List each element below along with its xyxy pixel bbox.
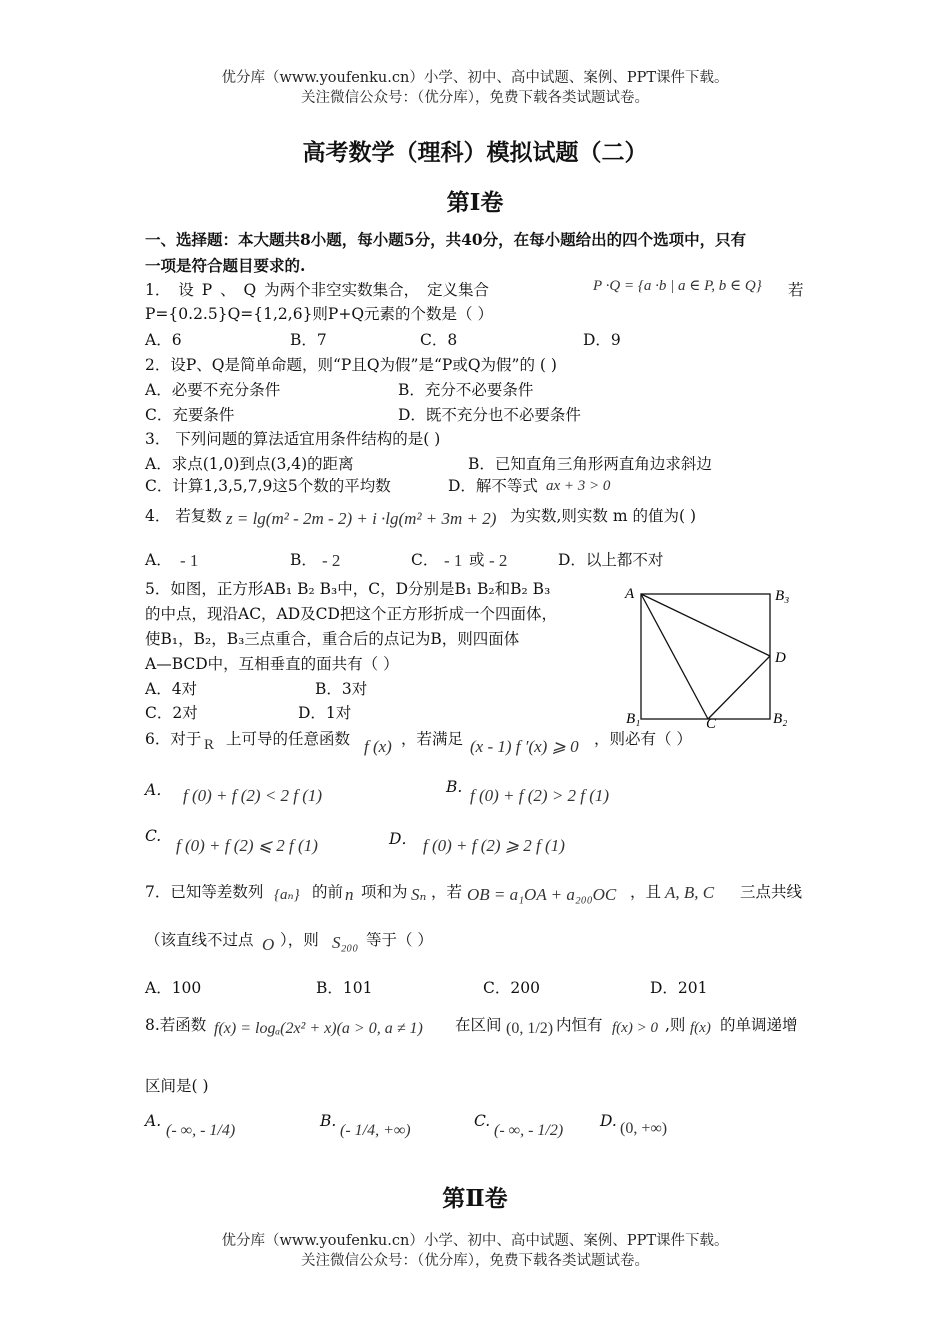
q3-option-d: D．解不等式 xyxy=(448,477,538,495)
q6-part-3: ，若满足 xyxy=(401,730,464,748)
q5-line-2: 的中点，现沿AC，AD及CD把这个正方形折成一个四面体， xyxy=(145,605,557,623)
q7-s200: S₂₀₀ xyxy=(332,933,359,952)
q5-line-3: 使B₁，B₂，B₃三点重合，重合后的点记为B，则四面体 xyxy=(145,630,520,648)
fig-label-a: A xyxy=(625,586,635,602)
q8-option-d: (0, +∞) xyxy=(620,1120,668,1137)
q6-label-a: A． xyxy=(145,781,172,799)
q8-part-5: 的单调递增 xyxy=(720,1016,798,1034)
q1-line-1-tail: 若 xyxy=(788,281,804,299)
section-1-line-2: 一项是符合题目要求的. xyxy=(145,256,306,275)
q3-option-c: C．计算1,3,5,7,9这5个数的平均数 xyxy=(145,477,391,495)
fold-line-cd xyxy=(708,656,770,719)
q6-real-set: R xyxy=(204,737,215,753)
q4-value-c-or: 或 xyxy=(469,551,485,569)
q2-option-a: A．必要不充分条件 xyxy=(145,381,281,399)
q3-option-b: B．已知直角三角形两直角边求斜边 xyxy=(468,455,712,473)
q7-option-d: D．201 xyxy=(650,979,708,997)
q2-option-c: C．充要条件 xyxy=(145,406,235,424)
q1-option-b: B．7 xyxy=(290,331,327,349)
q8-label-d: D. xyxy=(600,1112,617,1130)
q4-label-b: B． xyxy=(290,551,317,569)
q8-line-2: 区间是( ) xyxy=(145,1077,209,1095)
fig-label-b2: B₂ xyxy=(773,711,788,727)
q4-prefix: 4． 若复数 xyxy=(145,507,222,525)
q7-option-c: C．200 xyxy=(483,979,540,997)
q8-option-b: (- 1/4, +∞) xyxy=(340,1122,411,1139)
fig-label-c: C xyxy=(706,716,717,730)
header-line-1: 优分库（www.youfenku.cn）小学、初中、高中试题、案例、PPT课件下载。 xyxy=(221,70,729,86)
q7-part-6: 三点共线 xyxy=(740,883,803,901)
q7-line-2-b: ），则 xyxy=(280,931,319,949)
q2-option-d: D．既不充分也不必要条件 xyxy=(398,406,581,424)
q4-suffix: 为实数,则实数 m 的值为( ) xyxy=(510,507,697,525)
q4-label-a: A． xyxy=(145,551,172,569)
q8-function-def: f(x) = logₐ(2x² + x)(a > 0, a ≠ 1) xyxy=(214,1020,423,1037)
q1-line-1: 1． 设 P 、 Q 为两个非空实数集合， 定义集合 xyxy=(145,281,490,299)
q5-option-d: D．1对 xyxy=(298,704,352,722)
q4-option-d: D．以上都不对 xyxy=(558,551,664,569)
q6-label-c: C. xyxy=(145,827,162,845)
q4-label-c: C． xyxy=(411,551,439,569)
q6-part-2: 上可导的任意函数 xyxy=(226,730,351,748)
q7-part-4: ，若 xyxy=(431,883,463,901)
q7-origin-o: O xyxy=(262,935,275,954)
q6-option-b: f (0) + f (2) > 2 f (1) xyxy=(470,786,610,805)
q6-label-d: D． xyxy=(389,830,417,848)
q8-condition: f(x) > 0 xyxy=(612,1020,658,1036)
q8-part-1: 8.若函数 xyxy=(145,1016,207,1034)
q8-part-2: 在区间 xyxy=(455,1016,502,1034)
q4-complex-formula: z = lg(m² - 2m - 2) + i ·lg(m² + 3m + 2) xyxy=(226,509,497,528)
q6-label-b: B. xyxy=(446,778,463,796)
q6-condition: (x - 1) f ′(x) ⩾ 0 xyxy=(470,737,579,756)
q8-option-a: (- ∞, - 1/4) xyxy=(166,1122,236,1139)
q7-vector-eq: OB = a₁OA + a₂₀₀OC xyxy=(467,885,617,904)
q4-value-c2: - 2 xyxy=(489,551,508,570)
q1-line-2: P={0.2.5}Q={1,2,6}则P+Q元素的个数是（ ） xyxy=(145,305,493,323)
q6-part-4: ，则必有（ ） xyxy=(594,730,692,748)
q8-label-b: B. xyxy=(320,1112,337,1130)
q8-label-a: A. xyxy=(145,1112,162,1130)
q1-set-formula: P ·Q = {a ·b | a ∈ P, b ∈ Q} xyxy=(593,278,762,294)
q8-part-4: ,则 xyxy=(665,1016,686,1034)
q8-option-c: (- ∞, - 1/2) xyxy=(494,1122,564,1139)
q7-line-2-a: （该直线不过点 xyxy=(145,931,254,949)
footer-line-2: 关注微信公众号：（优分库），免费下载各类试题试卷。 xyxy=(301,1253,649,1269)
q7-part-3: 项和为 xyxy=(361,883,408,901)
q7-sequence: {aₙ} xyxy=(274,887,300,903)
q2-option-b: B．充分不必要条件 xyxy=(398,381,534,399)
fig-label-d: D xyxy=(775,650,786,666)
q6-part-1: 6．对于 xyxy=(145,730,202,748)
q7-part-1: 7．已知等差数列 xyxy=(145,883,264,901)
q3-option-a: A．求点(1,0)到点(3,4)的距离 xyxy=(145,455,354,473)
square-outline xyxy=(641,594,770,719)
fold-line-ac xyxy=(641,594,708,719)
q1-option-a: A．6 xyxy=(145,331,182,349)
q7-points: A, B, C xyxy=(665,883,715,902)
q8-fx: f(x) xyxy=(690,1020,711,1036)
q4-value-b: - 2 xyxy=(322,551,341,570)
header-line-2: 关注微信公众号：（优分库），免费下载各类试题试卷。 xyxy=(301,90,649,106)
q8-part-3: 内恒有 xyxy=(556,1016,603,1034)
q6-option-a: f (0) + f (2) < 2 f (1) xyxy=(183,786,323,805)
q3-option-d-formula: ax + 3 > 0 xyxy=(546,478,611,494)
q7-sn: Sₙ xyxy=(411,885,427,904)
q7-n: n xyxy=(345,885,354,904)
q2-stem: 2．设P、Q是简单命题，则“P且Q为假”是“P或Q为假”的 ( ) xyxy=(145,356,557,374)
section-1-line-1: 一、选择题：本大题共8小题，每小题5分，共40分，在每小题给出的四个选项中，只有 xyxy=(145,230,747,249)
q8-interval: (0, 1/2) xyxy=(506,1020,554,1037)
q4-value-a: - 1 xyxy=(180,551,199,570)
q1-option-c: C．8 xyxy=(420,331,458,349)
q7-line-2-c: 等于（ ） xyxy=(366,931,433,949)
q8-label-c: C. xyxy=(474,1112,491,1130)
q5-option-b: B．3对 xyxy=(315,680,368,698)
q3-stem: 3． 下列问题的算法适宜用条件结构的是( ) xyxy=(145,430,441,448)
q5-option-c: C．2对 xyxy=(145,704,198,722)
q5-option-a: A．4对 xyxy=(145,680,198,698)
fig-label-b1: B₁ xyxy=(626,711,641,727)
volume-2-heading: 第Ⅱ卷 xyxy=(442,1185,508,1212)
footer-line-1: 优分库（www.youfenku.cn）小学、初中、高中试题、案例、PPT课件下载。 xyxy=(221,1233,729,1249)
q6-fx: f (x) xyxy=(364,737,392,756)
q5-line-4: A—BCD中，互相垂直的面共有（ ） xyxy=(145,655,399,673)
q6-option-c: f (0) + f (2) ⩽ 2 f (1) xyxy=(176,836,318,855)
q1-option-d: D．9 xyxy=(583,331,621,349)
q7-option-b: B．101 xyxy=(316,979,373,997)
fold-line-ad xyxy=(641,594,770,656)
q7-part-5: ，且 xyxy=(630,883,662,901)
volume-1-heading: 第Ⅰ卷 xyxy=(446,189,504,216)
q6-option-d: f (0) + f (2) ⩾ 2 f (1) xyxy=(423,836,565,855)
q7-part-2: 的前 xyxy=(312,883,344,901)
page-title: 高考数学（理科）模拟试题（二） xyxy=(302,139,648,166)
q5-square-figure xyxy=(620,580,800,730)
q4-value-c1: - 1 xyxy=(444,551,463,570)
q7-option-a: A．100 xyxy=(145,979,202,997)
q5-line-1: 5．如图，正方形AB₁ B₂ B₃中，C，D分别是B₁ B₂和B₂ B₃ xyxy=(145,580,551,598)
fig-label-b3: B₃ xyxy=(775,588,790,604)
